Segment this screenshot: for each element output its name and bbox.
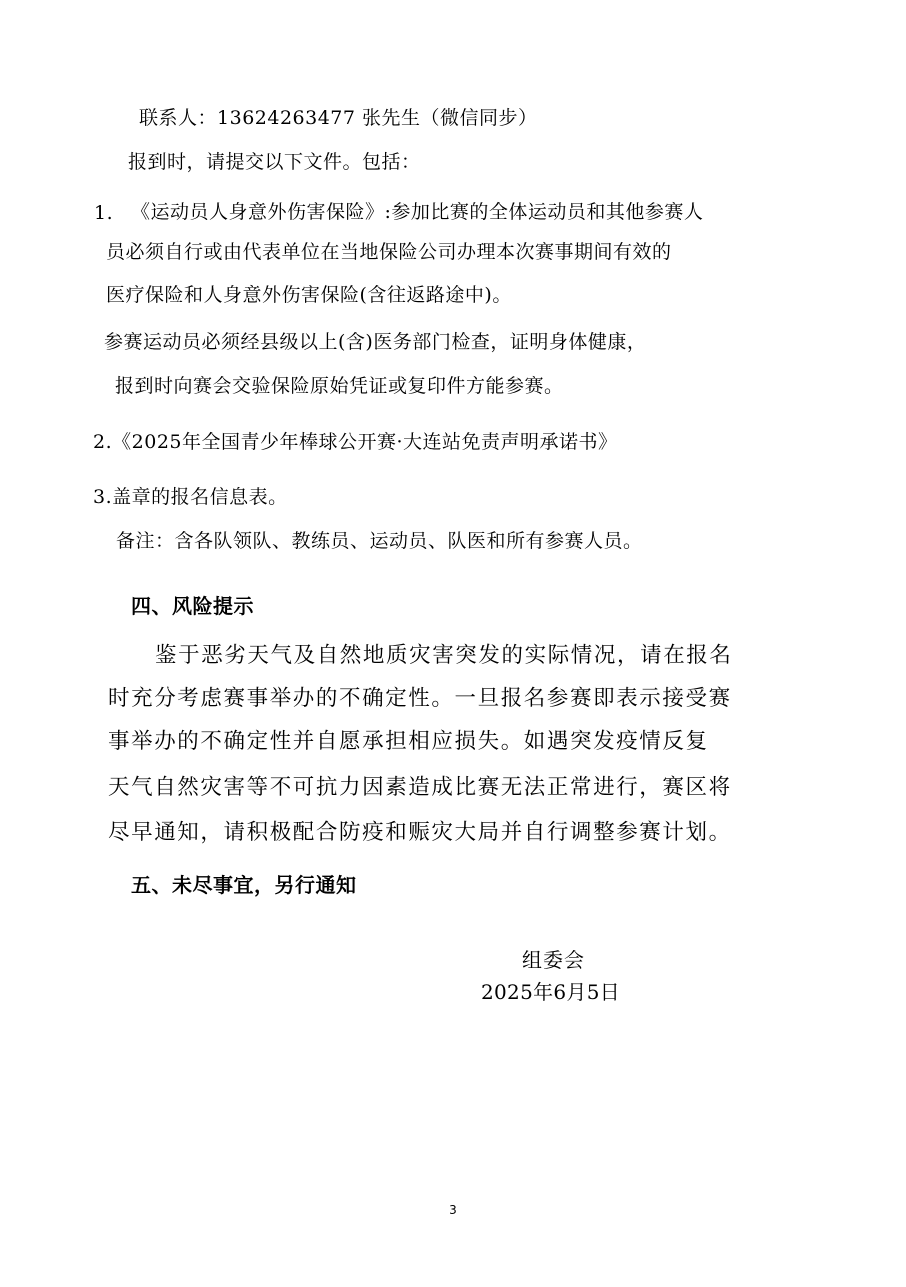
contact-line (139, 106, 538, 130)
health-note-line-1: 参赛运动员必须经县级以上(含)医务部门检查，证明身体健康， (104, 331, 647, 353)
item-1-line-2: 员必须自行或由代表单位在当地保险公司办理本次赛事期间有效的 (106, 241, 672, 263)
contact-name: 张先生（微信同步） (362, 107, 538, 129)
section4-line-5: 尽早通知，请积极配合防疫和赈灾大局并自行调整参赛计划。 (108, 820, 732, 845)
item-1-number: 1. (94, 202, 114, 224)
section4-title: 四、风险提示 (131, 594, 254, 618)
item-1-line-1: 《运动员人身意外伤害保险》:参加比赛的全体运动员和其他参赛人 (131, 201, 704, 223)
organizer-signature: 组委会 (522, 948, 585, 972)
health-note-line-2: 报到时向赛会交验保险原始凭证或复印件方能参赛。 (115, 375, 564, 397)
registration-intro: 报到时，请提交以下文件。包括： (128, 151, 421, 173)
section4-line-2: 时充分考虑赛事举办的不确定性。一旦报名参赛即表示接受赛 (108, 686, 732, 711)
remark-line: 备注：含各队领队、教练员、运动员、队医和所有参赛人员。 (116, 530, 643, 552)
item-3-line (93, 485, 288, 509)
item-1-line-3: 医疗保险和人身意外伤害保险(含往返路途中)。 (106, 284, 512, 306)
section4-line-1: 鉴于恶劣天气及自然地质灾害突发的实际情况，请在报名 (155, 643, 733, 668)
item-3-number: 3. (93, 486, 113, 508)
item-2-text: 《2025年全国青少年棒球公开赛·大连站免责声明承诺书》 (112, 431, 618, 453)
section4-line-3: 事举办的不确定性并自愿承担相应损失。如遇突发疫情反复 (108, 729, 709, 754)
signature-date: 2025年6月5日 (481, 980, 621, 1004)
section4-line-4: 天气自然灾害等不可抗力因素造成比赛无法正常进行，赛区将 (108, 775, 732, 800)
contact-phone: 13624263477 (217, 107, 356, 129)
item-3-text: 盖章的报名信息表。 (112, 486, 288, 508)
item-2-line (93, 430, 618, 454)
section5-title: 五、未尽事宜，另行通知 (131, 873, 357, 897)
item-2-number: 2. (93, 431, 113, 453)
contact-label: 联系人： (139, 107, 218, 129)
page-number: 3 (449, 1203, 457, 1217)
